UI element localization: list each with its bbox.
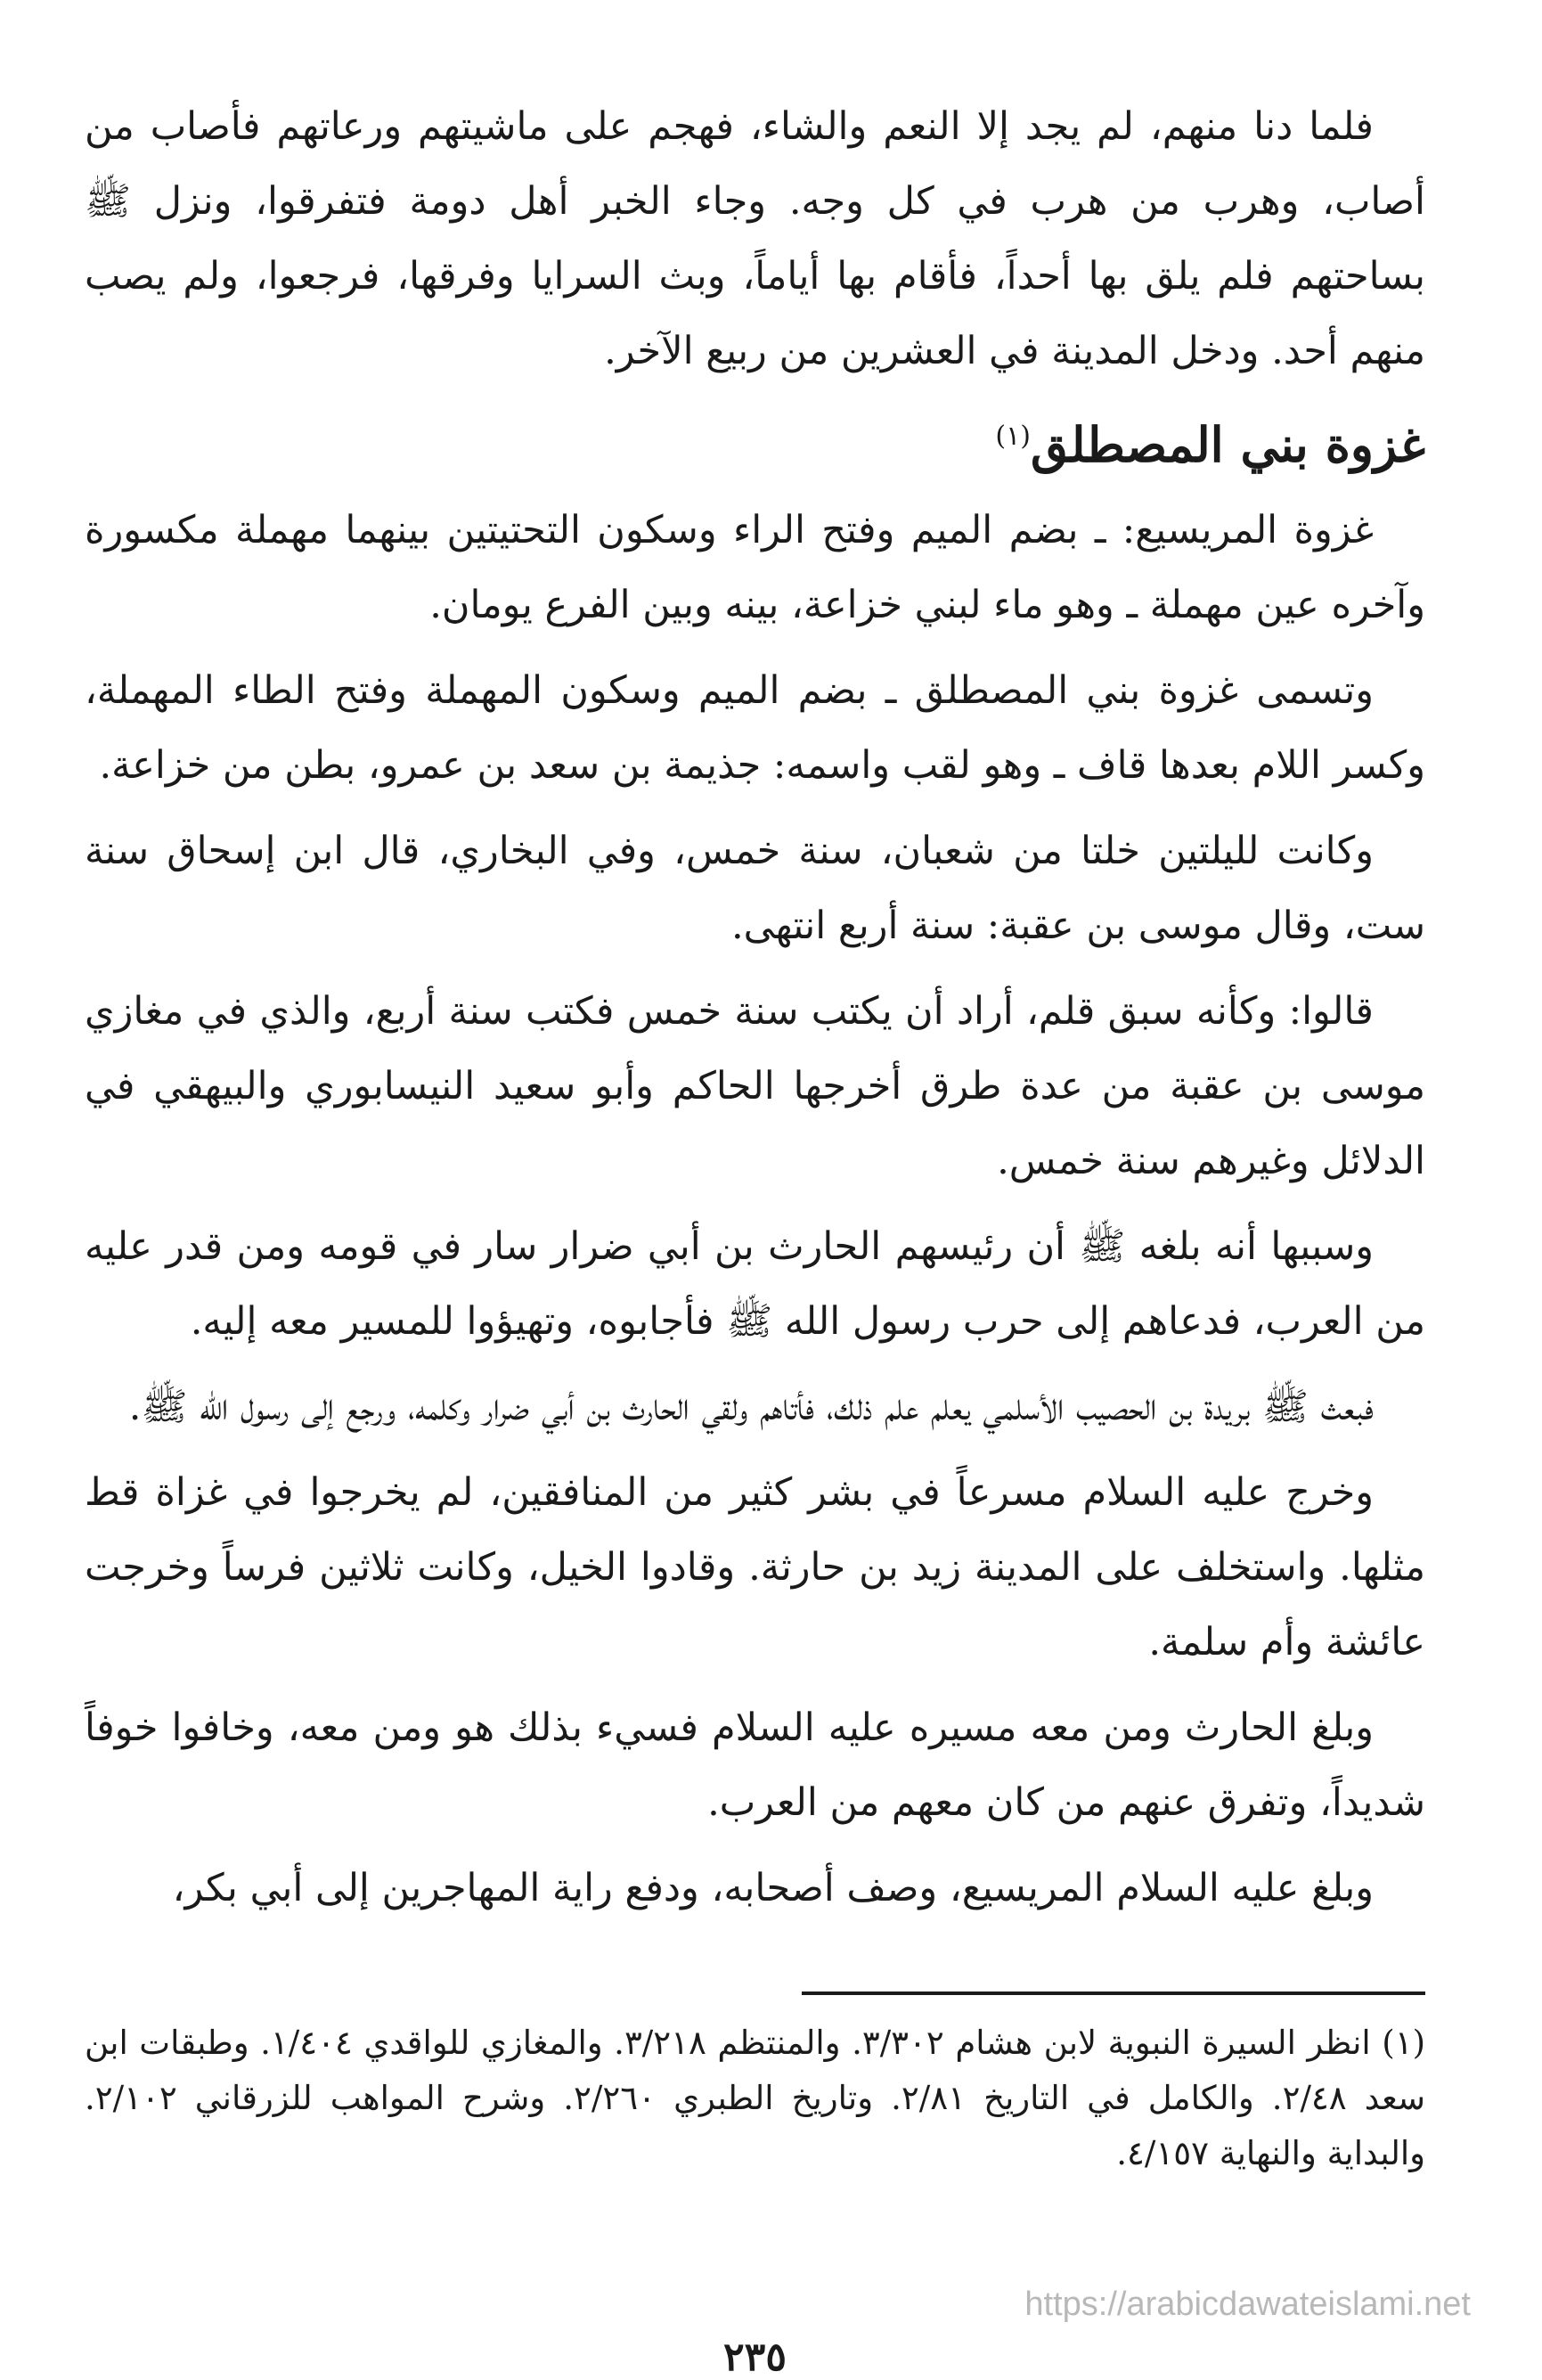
footnote-divider: [802, 1992, 1425, 1995]
section-heading-title: غزوة بني المصطلق: [1030, 416, 1425, 473]
watermark-url: https://arabicdawateislami.net: [1024, 2286, 1471, 2323]
paragraph: قالوا: وكأنه سبق قلم، أراد أن يكتب سنة خمس فكتب سنة أربع، والذي في مغازي موسى بن عقبة من عدة طرق أخرجها الحاكم وأبو سعيد النيسابوري والبيهقي في الدلائل وغيرهم سنة خمس.: [85, 989, 1425, 1183]
footnote-marker: (١): [995, 421, 1031, 452]
paragraph-intro: فلما دنا منهم، لم يجد إلا النعم والشاء، فهجم على ماشيتهم ورعاتهم فأصاب من أصاب، وهرب من هرب في كل وجه. وجاء الخبر أهل دومة فتفرقوا، ونزل ﷺ بساحتهم فلم يلق بها أحداً، فأقام بها أياماً، وبث السرايا وفرقها، فرجعوا، ولم يصب منهم أحد. ودخل المدينة في العشرين من ربيع الآخر.: [85, 104, 1425, 373]
paragraph: وسببها أنه بلغه ﷺ أن رئيسهم الحارث بن أبي ضرار سار في قومه ومن قدر عليه من العرب، فدعاهم إلى حرب رسول الله ﷺ فأجابوه، وتهيؤوا للمسير معه إليه.: [85, 1224, 1425, 1344]
paragraph: فبعث ﷺ بريدة بن الحصيب الأسلمي يعلم علم ذلك، فأتاهم ولقي الحارث بن أبي ضرار وكلمه، ورجع إلى رسول الله ﷺ.: [128, 1385, 1374, 1429]
footnotes: [85, 2016, 1425, 2181]
footnote-item: (١) انظر السيرة النبوية لابن هشام ٣/٣٠٢. والمنتظم ٣/٢١٨. والمغازي للواقدي ١/٤٠٤. وطبقات ابن سعد ٢/٤٨. والكامل في التاريخ ٢/٨١. وتاريخ الطبري ٢/٢٦٠. وشرح المواهب للزرقاني ٢/١٠٢. والبداية والنهاية ٤/١٥٧.: [85, 2024, 1426, 2172]
page-number: ٢٣٥: [723, 2335, 787, 2380]
paragraph: غزوة المريسيع: ـ بضم الميم وفتح الراء وسكون التحتيتين بينهما مهملة مكسورة وآخره عين مهملة ـ وهو ماء لبني خزاعة، بينه وبين الفرع يومان.: [85, 508, 1425, 627]
paragraph: وتسمى غزوة بني المصطلق ـ بضم الميم وسكون المهملة وفتح الطاء المهملة، وكسر اللام بعدها قاف ـ وهو لقب واسمه: جذيمة بن سعد بن عمرو، بطن من خزاعة.: [85, 668, 1425, 788]
paragraph: وكانت لليلتين خلتا من شعبان، سنة خمس، وفي البخاري، قال ابن إسحاق سنة ست، وقال موسى بن عقبة: سنة أربع انتهى.: [85, 829, 1425, 948]
paragraph: وبلغ عليه السلام المريسيع، وصف أصحابه، ودفع راية المهاجرين إلى أبي بكر،: [172, 1866, 1374, 1910]
paragraph: وبلغ الحارث ومن معه مسيره عليه السلام فسيء بذلك هو ومن معه، وخافوا خوفاً شديداً، وتفرق عنهم من كان معهم من العرب.: [85, 1705, 1425, 1825]
paragraph: وخرج عليه السلام مسرعاً في بشر كثير من المنافقين، لم يخرجوا في غزاة قط مثلها. واستخلف على المدينة زيد بن حارثة. وقادوا الخيل، وكانت ثلاثين فرساً وخرجت عائشة وأم سلمة.: [85, 1470, 1425, 1664]
section-heading: [85, 399, 1425, 482]
